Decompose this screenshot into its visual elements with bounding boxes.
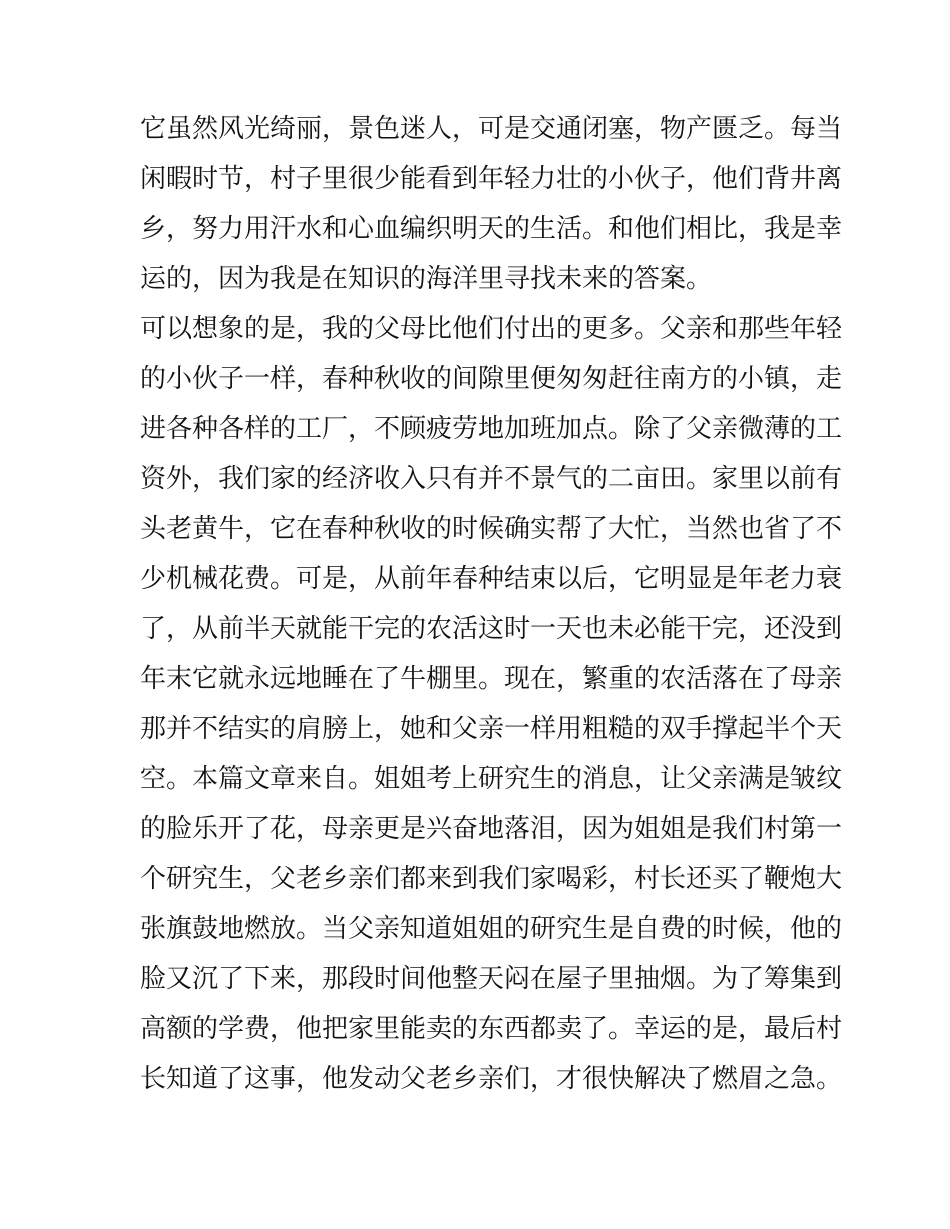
text-line: 闲暇时节，村子里很少能看到年轻力壮的小伙子，他们背井离: [140, 164, 843, 194]
body-text: [140, 104, 843, 1104]
text-line: 张旗鼓地燃放。当父亲知道姐姐的研究生是自费的时候，他的: [140, 914, 843, 944]
text-line: 可以想象的是，我的父母比他们付出的更多。父亲和那些年轻: [140, 314, 843, 344]
text-line: 的小伙子一样，春种秋收的间隙里便匆匆赶往南方的小镇，走: [140, 364, 843, 394]
text-line: 个研究生，父老乡亲们都来到我们家喝彩，村长还买了鞭炮大: [140, 864, 843, 894]
text-line: 少机械花费。可是，从前年春种结束以后，它明显是年老力衰: [140, 564, 843, 594]
text-line: 高额的学费，他把家里能卖的东西都卖了。幸运的是，最后村: [140, 1014, 843, 1044]
text-line: 头老黄牛，它在春种秋收的时候确实帮了大忙，当然也省了不: [140, 514, 843, 544]
text-line: 脸又沉了下来，那段时间他整天闷在屋子里抽烟。为了筹集到: [140, 964, 843, 994]
text-line: 那并不结实的肩膀上，她和父亲一样用粗糙的双手撑起半个天: [140, 714, 843, 744]
text-line: 乡，努力用汗水和心血编织明天的生活。和他们相比，我是幸: [140, 214, 843, 244]
text-line: 资外，我们家的经济收入只有并不景气的二亩田。家里以前有: [140, 464, 843, 494]
text-line: 了，从前半天就能干完的农活这时一天也未必能干完，还没到: [140, 614, 843, 644]
text-line: 的脸乐开了花，母亲更是兴奋地落泪，因为姐姐是我们村第一: [140, 814, 843, 844]
text-line: 运的，因为我是在知识的海洋里寻找未来的答案。: [140, 264, 713, 294]
text-line: 空。本篇文章来自。姐姐考上研究生的消息，让父亲满是皱纹: [140, 764, 843, 794]
text-line: 进各种各样的工厂，不顾疲劳地加班加点。除了父亲微薄的工: [140, 414, 843, 444]
text-line: 年末它就永远地睡在了牛棚里。现在，繁重的农活落在了母亲: [140, 664, 843, 694]
text-line: 长知道了这事，他发动父老乡亲们，才很快解决了燃眉之急。: [140, 1064, 843, 1094]
text-line: 它虽然风光绮丽，景色迷人，可是交通闭塞，物产匮乏。每当: [140, 114, 843, 144]
